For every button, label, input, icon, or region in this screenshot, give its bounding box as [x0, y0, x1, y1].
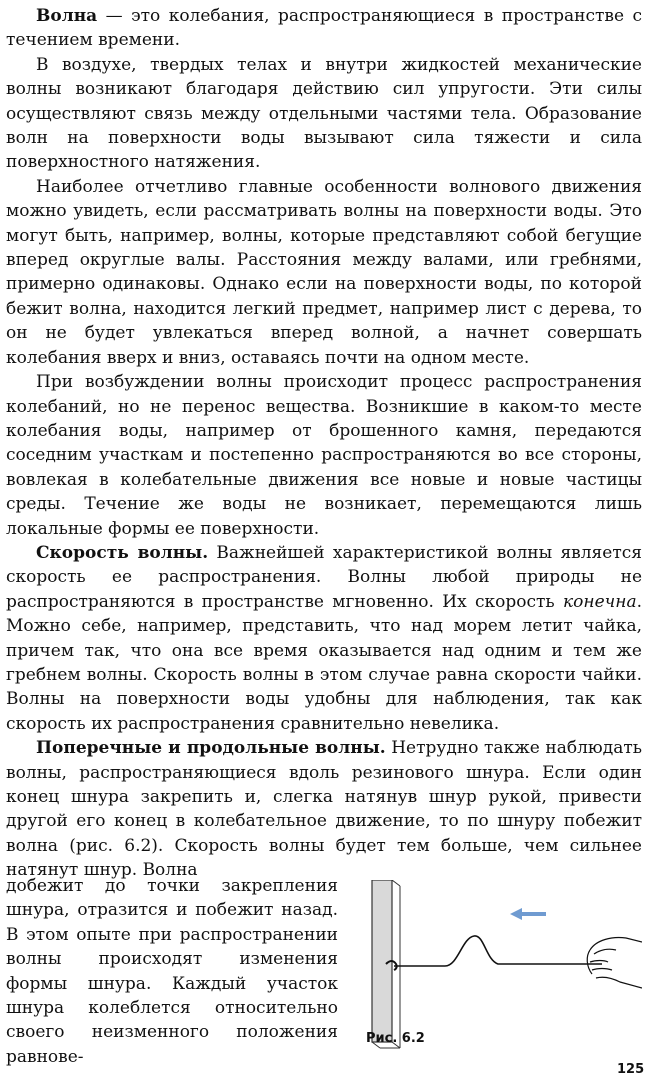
wrapped-text-column [6, 874, 338, 1069]
paragraph-rope-reflection: добежит до точки закрепления шнура, отразится и побежит назад. В этом опыте при распространении волны происходят изменения формы шнура. Каждый участок шнура колеблется относительно своего неизменного положения равнове- [6, 876, 338, 1067]
direction-arrow-icon [510, 908, 546, 920]
paragraph-water-surface-waves: Наиболее отчетливо главные особенности волнового движения можно увидеть, если рассматривать волны на поверхности воды. Это могут быть, например, волны, которые представляют собой бегущие вперед округлые валы. Расстояния между валами, или гребнями, примерно одинаковы. Однако если на поверхности воды, по которой бежит волна, находится легкий предмет, например лист с дерева, то он не будет увлекаться вперед волной, а начнет совершать колебания вверх и вниз, оставаясь почти на одном месте. [6, 176, 642, 368]
paragraph-transverse-longitudinal [6, 736, 642, 882]
paragraph-oscillation-propagation: При возбуждении волны происходит процесс распространения колебаний, но не перенос вещества. Возникшие в каком-то месте колебания воды, например от брошенного камня, передаются соседним участкам и постепенно распространяются во все стороны, вовлекая в колебательные движения все новые и новые частицы среды. Течение же воды не возникает, перемещаются лишь локальные формы ее поверхности. [6, 372, 642, 539]
paragraph-wave-definition [6, 4, 642, 53]
section-heading-wave-speed: Скорость волны. [36, 542, 209, 563]
paragraph-text: . Можно себе, например, представить, что над морем летит чайка, причем так, что она все время оказывается над одним и тем же гребнем волны. Скорость волны в этом случае равна скорости чайки. Волны на поверхности воды удобны для наблюдения, так как скорость их распространения сравнительно невелика. [6, 591, 642, 734]
paragraph-text: Нетрудно также наблюдать волны, распространяющиеся вдоль резинового шнура. Если один конец шнура закрепить и, слегка натянув шнур рукой, привести другой его конец в колебательное движение, то по шнуру побежит волна (рис. 6.2). Скорость волны будет тем больше, чем сильнее натянут шнур. Волна [6, 738, 642, 881]
rope-wave-line [394, 936, 602, 966]
hand-icon [587, 938, 642, 989]
paragraph-text: — это колебания, распространяющиеся в пространстве с течением времени. [6, 6, 642, 51]
italic-term-finite: конечна [563, 591, 637, 612]
figure-rope-wave [350, 880, 642, 1050]
paragraph-wave-speed [6, 541, 642, 736]
main-text-column [6, 4, 642, 883]
section-heading-transverse-longitudinal: Поперечные и продольные волны. [36, 738, 386, 759]
paragraph-elastic-forces: В воздухе, твердых телах и внутри жидкостей механические волны возникают благодаря действию сил упругости. Эти силы осуществляют связь между отдельными частями тела. Образование волн на поверхности воды вызывают сила тяжести и сила поверхностного натяжения. [6, 54, 642, 173]
term-wave: Волна [36, 6, 98, 26]
page-number: 125 [617, 1062, 645, 1077]
figure-caption: Рис. 6.2 [366, 1031, 425, 1046]
paragraph-text: Важнейшей характеристикой волны является скорость ее распространения. Волны любой природы не распространяются в пространстве мгновенно. Их скорость [6, 542, 642, 612]
